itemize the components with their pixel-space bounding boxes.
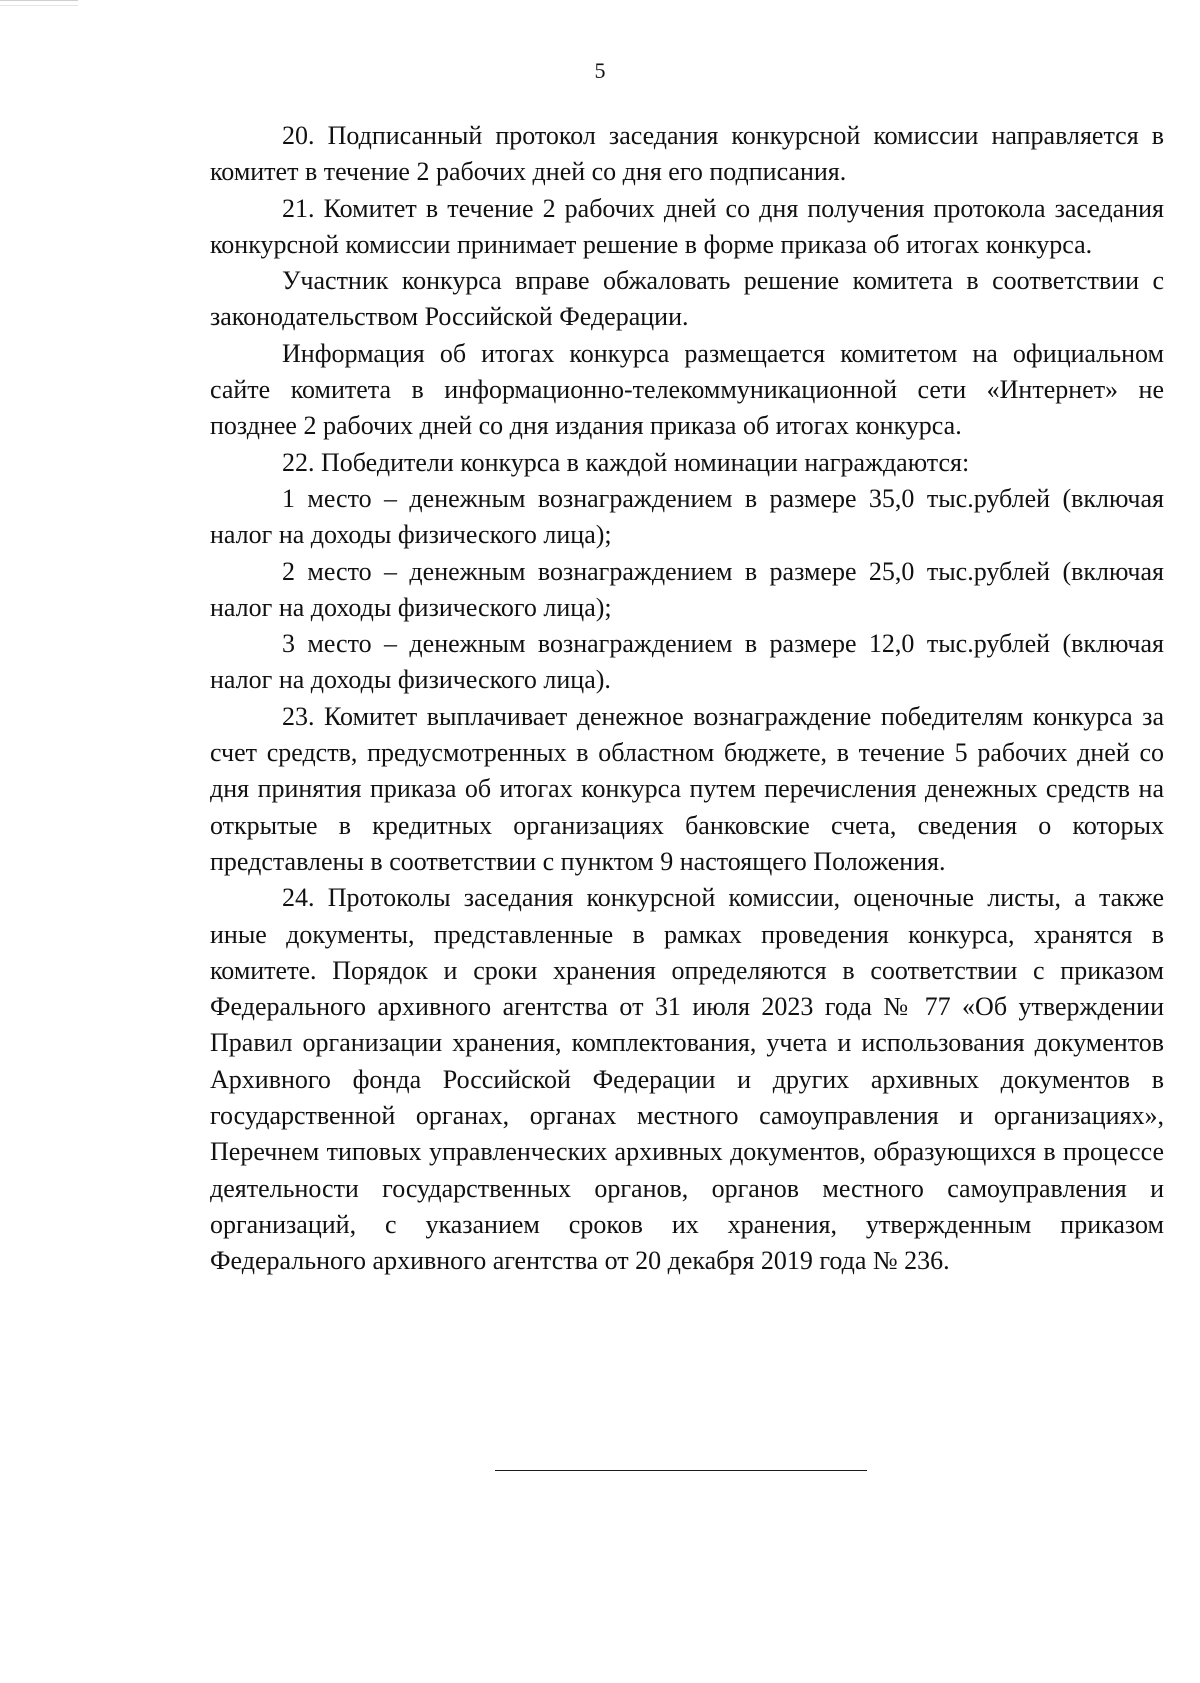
- paragraph-20: 20. Подписанный протокол заседания конкурсной комиссии направляется в комитет в течение 2 рабочих дней со дня его подписания.: [210, 121, 1164, 187]
- paragraph-22: 22. Победители конкурса в каждой номинации награждаются:: [282, 447, 970, 477]
- paragraph-prize-3rd: 3 место – денежным вознаграждением в размере 12,0 тыс.рублей (включая налог на доходы физического лица).: [210, 629, 1164, 695]
- paragraph-21: 21. Комитет в течение 2 рабочих дней со дня получения протокола заседания конкурсной комиссии принимает решение в форме приказа об итогах конкурса.: [210, 193, 1164, 259]
- scan-corner-mark: [0, 0, 78, 6]
- paragraph-23: 23. Комитет выплачивает денежное вознаграждение победителям конкурса за счет средств, предусмотренных в областном бюджете, в течение 5 рабочих дней со дня принятия приказа об итогах конкурса путем перечисления денежных средств на открытые в кредитных организациях банковские счета, сведения о которых представлены в соответствии с пунктом 9 настоящего Положения.: [210, 701, 1164, 876]
- paragraph-prize-2nd: 2 место – денежным вознаграждением в размере 25,0 тыс.рублей (включая налог на доходы физического лица);: [210, 556, 1164, 622]
- paragraph-24: 24. Протоколы заседания конкурсной комиссии, оценочные листы, а также иные документы, представленные в рамках проведения конкурса, хранятся в комитете. Порядок и сроки хранения определяются в соответствии с приказом Федерального архивного агентства от 31 июля 2023 года № 77 «Об утверждении Правил организации хранения, комплектования, учета и использования документов Архивного фонда Российской Федерации и других архивных документов в государственной органах, органах местного самоуправления и организациях», Перечнем типовых управленческих архивных документов, образующихся в процессе деятельности государственных органов, органов местного самоуправления и организаций, с указанием сроков их хранения, утвержденным приказом Федерального архивного агентства от 20 декабря 2019 года № 236.: [210, 883, 1164, 1276]
- document-body: [210, 118, 1164, 1280]
- page-number: 5: [594, 58, 606, 83]
- paragraph-prize-1st: 1 место – денежным вознаграждением в размере 35,0 тыс.рублей (включая налог на доходы физического лица);: [210, 483, 1164, 550]
- paragraph-appeal: Участник конкурса вправе обжаловать решение комитета в соответствии с законодательством Российской Федерации.: [210, 266, 1164, 332]
- end-of-document-rule: [495, 1470, 867, 1471]
- paragraph-results-info: Информация об итогах конкурса размещается комитетом на официальном сайте комитета в информационно-телекоммуникационной сети «Интернет» не позднее 2 рабочих дней со дня издания приказа об итогах конкурса.: [210, 338, 1164, 441]
